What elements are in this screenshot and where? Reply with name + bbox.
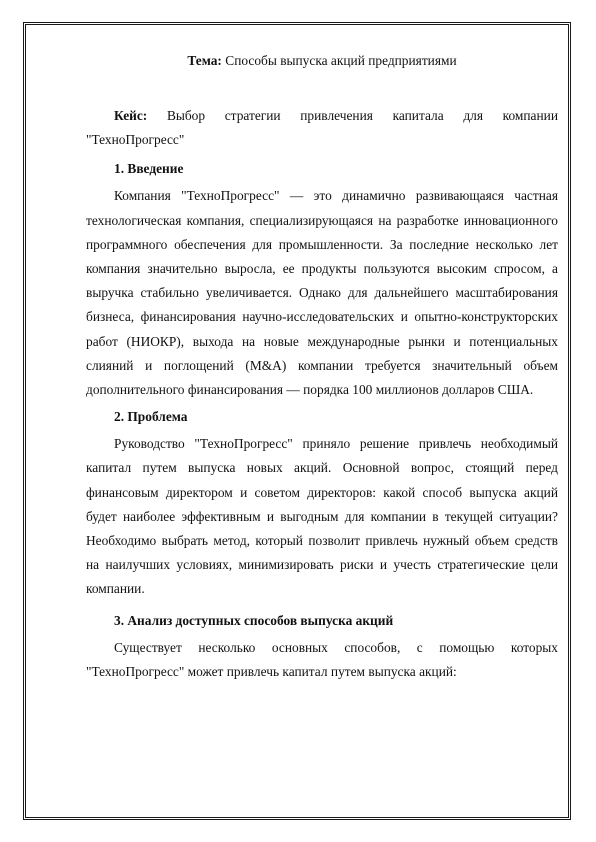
case-label: Кейс: <box>114 108 148 123</box>
topic-text: Способы выпуска акций предприятиями <box>225 53 457 68</box>
section-2-paragraph: Руководство "ТехноПрогресс" приняло решение привлечь необходимый капитал путем выпуска новых акций. Основной вопрос, стоящий перед финансовым директором и советом директоров: какой способ выпуска акций будет наиболее эффективным и выгодным для компании в текущей ситуации? Необходимо выбрать метод, который позволит привлечь нужный объем средств на наилучших условиях, минимизировать риски и учесть стратегические цели компании. <box>86 436 558 597</box>
section-1-heading: 1. Введение <box>114 161 184 177</box>
case-paragraph <box>86 104 558 152</box>
case-text: Выбор стратегии привлечения капитала для компании "ТехноПрогресс" <box>86 108 558 148</box>
topic-label: Тема: <box>187 53 222 68</box>
section-2-heading: 2. Проблема <box>114 409 188 425</box>
section-1-paragraph: Компания "ТехноПрогресс" — это динамично развивающаяся частная технологическая компания, специализирующаяся на разработке инновационного программного обеспечения для промышленности. За последние несколько лет компания значительно выросла, ее продукты пользуются высоким спросом, а выручка стабильно увеличивается. Однако для дальнейшего масштабирования бизнеса, финансирования научно-исследовательских и опытно-конструкторских работ (НИОКР), выхода на новые международные рынки и потенциальных слияний и поглощений (M&A) компании требуется значительный объем дополнительного финансирования — порядка 100 миллионов долларов США. <box>86 188 558 398</box>
topic-line <box>86 52 558 70</box>
document-body <box>86 52 558 684</box>
section-3-heading: 3. Анализ доступных способов выпуска акций <box>114 612 394 628</box>
section-3-paragraph: Существует несколько основных способов, с помощью которых "ТехноПрогресс" может привлечь капитал путем выпуска акций: <box>86 639 558 679</box>
